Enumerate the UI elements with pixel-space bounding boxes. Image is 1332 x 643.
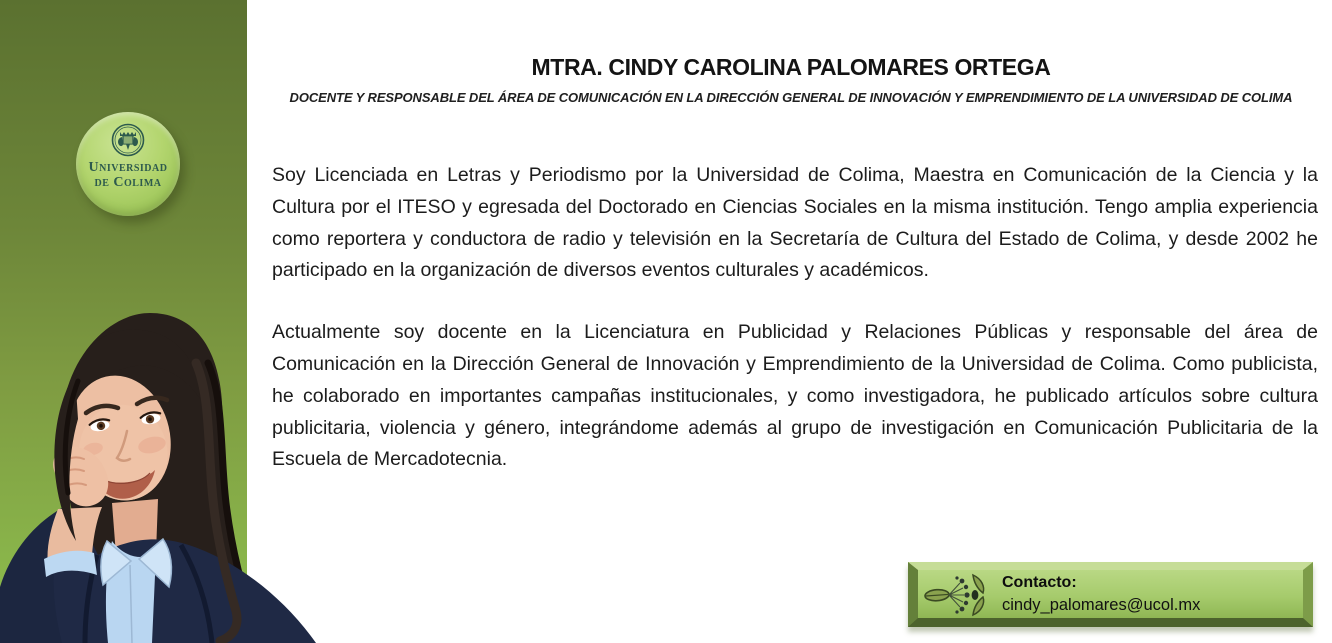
contact-box	[908, 562, 1313, 627]
seed-plume-icon	[924, 571, 986, 617]
university-crest-icon	[110, 122, 146, 158]
contact-label: Contacto:	[1002, 573, 1077, 591]
university-badge-text	[89, 160, 168, 190]
bio-paragraph-1: Soy Licenciada en Letras y Periodismo por la Universidad de Colima, Maestra en Comunicación de la Ciencia y la Cultura por el ITESO y egresada del Doctorado en Ciencias Sociales en la misma institución. Tengo amplia experiencia como reportera y conductora de radio y televisión en la Secretaría de Cultura del Estado de Colima, y desde 2002 he participado en la organización de diversos eventos culturales y académicos.	[272, 164, 1318, 282]
header	[250, 54, 1332, 105]
page-title: MTRA. CINDY CAROLINA PALOMARES ORTEGA	[531, 54, 1051, 80]
contact-email[interactable]: cindy_palomares@ucol.mx	[1002, 595, 1201, 614]
page-subtitle: DOCENTE Y RESPONSABLE DEL ÁREA DE COMUNICACIÓN EN LA DIRECCIÓN GENERAL DE INNOVACIÓN Y EMPRENDIMIENTO DE LA UNIVERSIDAD DE COLIMA	[289, 90, 1293, 105]
badge-line-1: Universidad	[88, 160, 168, 175]
university-badge	[76, 112, 180, 216]
contact-text	[1002, 572, 1200, 617]
badge-line-2: de Colima	[94, 175, 162, 190]
bio-paragraph-2: Actualmente soy docente en la Licenciatura en Publicidad y Relaciones Públicas y responsable del área de Comunicación en la Dirección General de Innovación y Emprendimiento de la Universidad de Colima. Como publicista, he colaborado en importantes campañas institucionales, y como investigadora, he publicado artículos sobre cultura publicitaria, violencia y género, integrándome además al grupo de investigación en Comunicación Publicitaria de la Escuela de Mercadotecnia.	[272, 321, 1318, 471]
bio-text	[272, 160, 1318, 476]
